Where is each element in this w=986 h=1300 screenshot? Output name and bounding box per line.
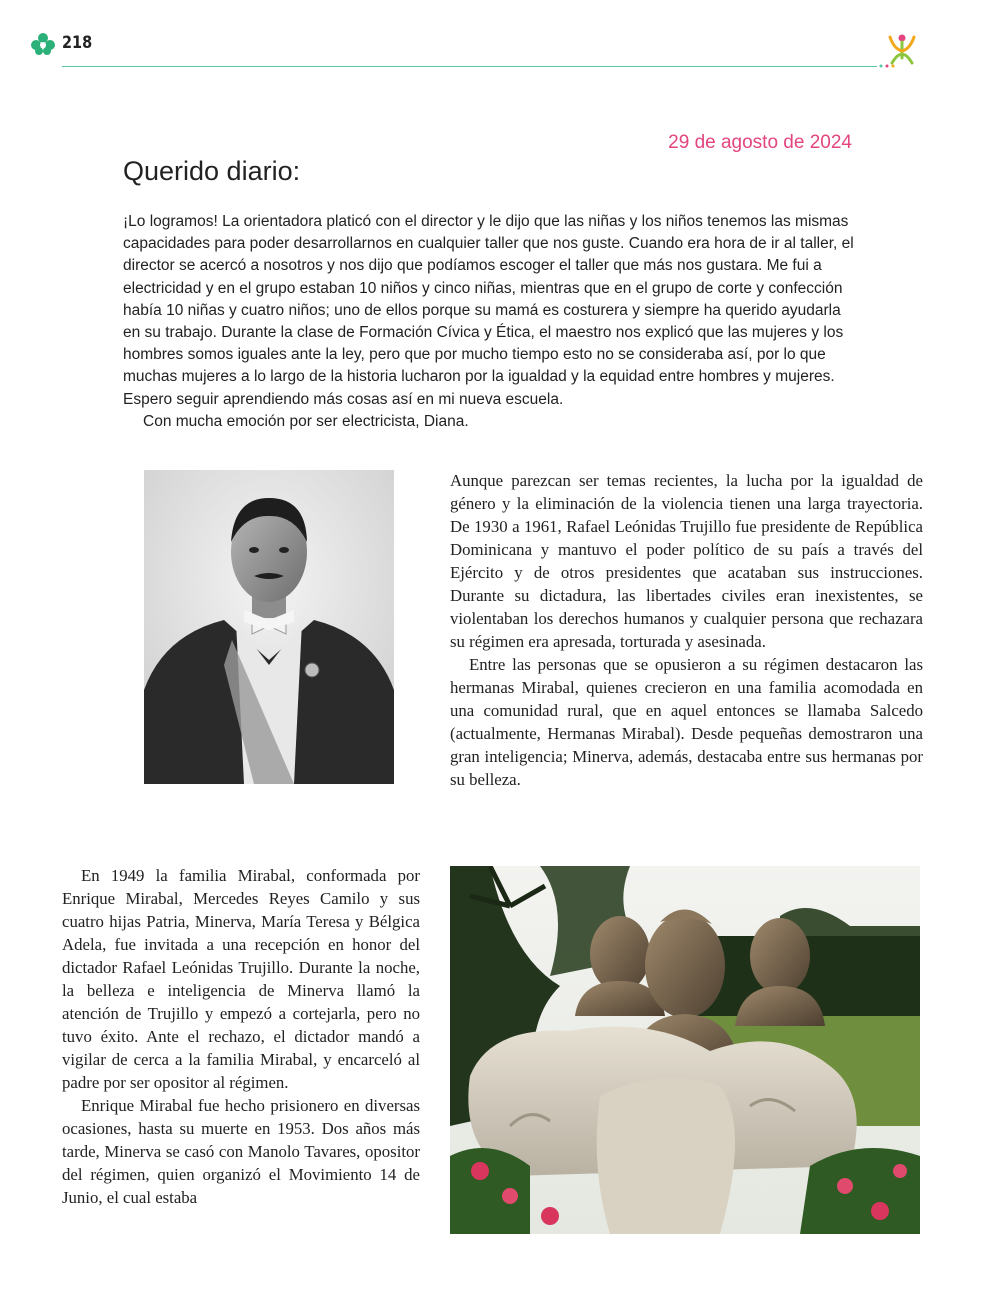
bronze-busts-photo-icon [450, 866, 920, 1234]
bronze-busts-photo [450, 866, 920, 1234]
page-number: 218 [62, 33, 93, 53]
article-right-column [450, 469, 923, 791]
article-paragraph: Entre las personas que se opusieron a su régimen destacaron las hermanas Mirabal, quienes crecieron en una familia acomodada en una comunidad rural, que en aquel entonces se llamaba Salcedo (actualmente, Hermanas Mirabal). Desde pequeñas demostraron una gran inteligencia; Minerva, además, destacaba entre sus hermanas por su belleza. [450, 655, 923, 789]
header-rule [62, 66, 877, 67]
diary-title: Querido diario: [123, 156, 301, 186]
article-paragraph: Aunque parezcan ser temas recientes, la lucha por la igualdad de género y la eliminación de la violencia tienen una larga trayectoria. De 1930 a 1961, Rafael Leónidas Trujillo fue presidente de República Dominicana y mantuvo el poder político de su país a través del Ejército y de otros presidentes que acataban sus instrucciones. Durante su dictadura, las libertades civiles eran inexistentes, se violentaban los derechos humanos y cualquier persona que rechazara su régimen era apresada, torturada y asesinada. [450, 471, 923, 651]
article-paragraph: En 1949 la familia Mirabal, conformada por Enrique Mirabal, Mercedes Reyes Camilo y sus cuatro hijas Patria, Minerva, María Teresa y Bélgica Adela, fue invitada a una recepción en honor del dictador Rafael Leónidas Trujillo. Durante la noche, la belleza e inteligencia de Minerva llamó la atención de Trujillo y empezó a cortejarla, pero no tuvo éxito. Ante el rechazo, el dictador mandó a vigilar de cerca a la familia Mirabal, y encarceló al padre por ser opositor al régimen. [62, 866, 420, 1092]
person-flower-icon [884, 31, 920, 67]
article-left-column [62, 864, 420, 1209]
page-header [0, 0, 986, 80]
green-flower-icon [30, 32, 56, 56]
diary-signature: Con mucha emoción por ser electricista, Diana. [143, 412, 469, 430]
article-paragraph: Enrique Mirabal fue hecho prisionero en diversas ocasiones, hasta su muerte en 1953. Dos años más tarde, Minerva se casó con Manolo Tavares, opositor del régimen, quien organizó el Movimiento 14 de Junio, el cual estaba [62, 1096, 420, 1207]
diary-entry [123, 211, 854, 433]
portrait-photo [144, 470, 394, 784]
diary-date: 29 de agosto de 2024 [668, 132, 852, 153]
portrait-photo-icon [144, 470, 394, 784]
diary-paragraph: ¡Lo logramos! La orientadora platicó con el director y le dijo que las niñas y los niños tenemos las mismas capacidades para poder desarrollarnos en cualquier taller que nos guste. Cuando era hora de ir al taller, el director se acercó a nosotros y nos dijo que podíamos escoger el taller que más nos gustara. Me fui a electricidad y en el grupo estaban 10 niños y cinco niñas, mientras que en el grupo de corte y confección había 10 niñas y cuatro niños; uno de ellos porque su mamá es costurera y siempre ha querido ayudarla en su trabajo. Durante la clase de Formación Cívica y Ética, el maestro nos explicó que las mujeres y los hombres somos iguales ante la ley, pero que por mucho tiempo esto no se consideraba así, por lo que muchas mujeres a lo largo de la historia lucharon por la igualdad y la equidad entre hombres y mujeres. Espero seguir aprendiendo más cosas así en mi nueva escuela. [123, 213, 854, 408]
